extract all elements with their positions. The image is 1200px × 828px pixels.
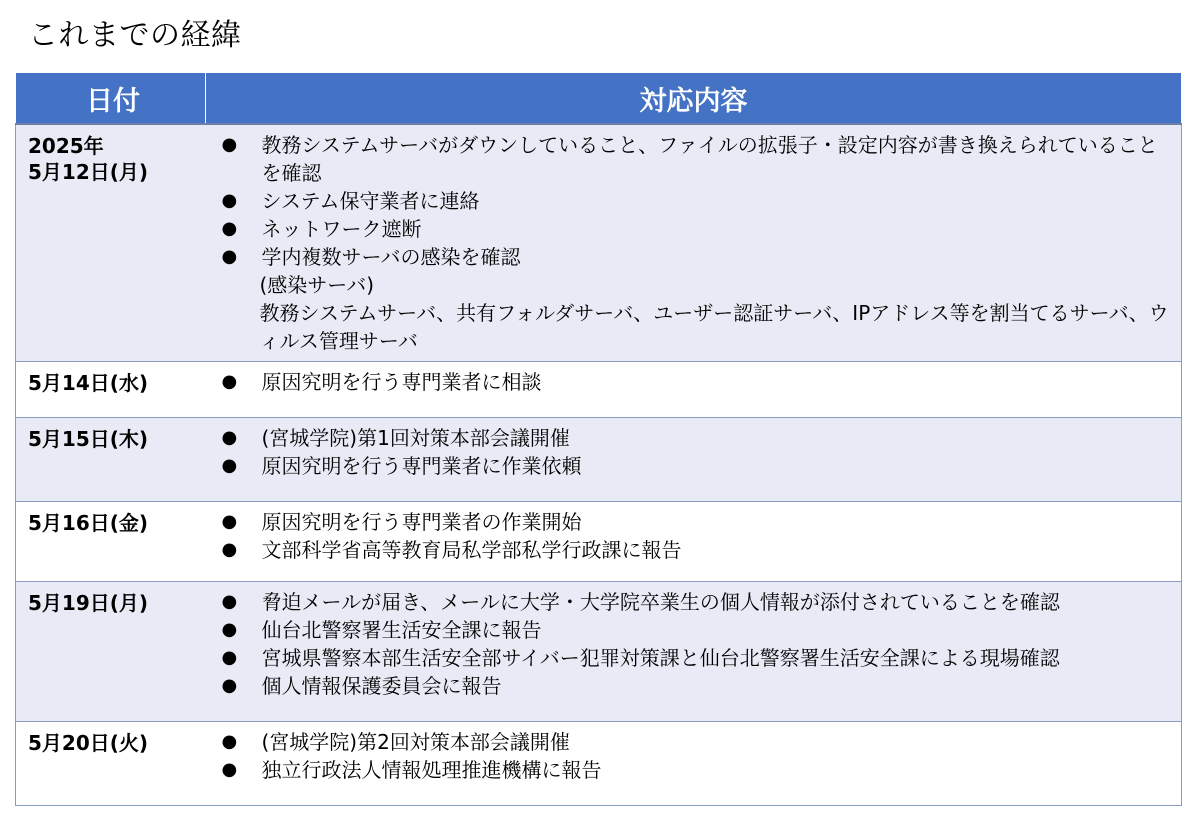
item-text: 脅迫メールが届き、メールに大学・大学院卒業生の個人情報が添付されていることを確認 (261, 589, 1060, 614)
bullet-icon: ● (221, 590, 238, 612)
date-label: 5月16日(金) (28, 510, 149, 535)
list-item (206, 424, 1174, 452)
item-text: 仙台北警察署生活安全課に報告 (261, 617, 542, 642)
list-item (206, 644, 1174, 672)
item-text: 原因究明を行う専門業者に作業依頼 (261, 453, 582, 478)
date-cell (16, 361, 206, 417)
date-cell (16, 417, 206, 501)
table-row (16, 581, 1182, 721)
item-text: (宮城学院)第1回対策本部会議開催 (261, 425, 570, 450)
content-cell (206, 721, 1182, 805)
date-label: 5月14日(水) (28, 370, 149, 395)
list-item (206, 187, 1174, 215)
bullet-icon: ● (221, 190, 238, 211)
item-text: 原因究明を行う専門業者の作業開始 (261, 509, 582, 534)
table-header-row (16, 73, 1182, 125)
item-text: 文部科学省高等教育局私学部私学行政課に報告 (261, 537, 682, 562)
infected-servers-note: (感染サーバ) 教務システムサーバ、共有フォルダサーバ、ユーザー認証サーバ、IPアドレス等を割当てるサーバ、ウィルス管理サーバ (259, 273, 1169, 353)
content-cell (206, 501, 1182, 581)
item-text: 個人情報保護委員会に報告 (261, 673, 502, 698)
list-item (206, 728, 1174, 756)
bullet-icon: ● (221, 618, 238, 640)
list-item (206, 508, 1174, 536)
content-cell (206, 361, 1182, 417)
bullet-icon: ● (221, 538, 238, 560)
date-cell (16, 721, 206, 805)
bullet-icon: ● (221, 426, 238, 448)
bullet-icon: ● (221, 674, 238, 696)
list-item (206, 215, 1174, 243)
table-row (16, 124, 1182, 361)
table-row (16, 501, 1182, 581)
item-text: (宮城学院)第2回対策本部会議開催 (261, 729, 570, 754)
list-item (206, 452, 1174, 480)
list-item (206, 756, 1174, 784)
timeline-table (15, 72, 1182, 806)
item-text: 宮城県警察本部生活安全部サイバー犯罪対策課と仙台北警察署生活安全課による現場確認 (261, 645, 1060, 670)
date-label: 2025年 5月12日(月) (28, 134, 149, 184)
table-row (16, 721, 1182, 805)
bullet-icon: ● (221, 246, 238, 267)
bullet-icon: ● (221, 758, 238, 780)
table-row (16, 417, 1182, 501)
list-item (206, 588, 1174, 616)
item-text: システム保守業者に連絡 (261, 189, 480, 213)
bullet-icon: ● (221, 454, 238, 476)
list-item (206, 131, 1174, 187)
date-cell (16, 501, 206, 581)
list-item (206, 616, 1174, 644)
item-text: 原因究明を行う専門業者に相談 (261, 369, 542, 394)
table-row (16, 361, 1182, 417)
content-cell (206, 417, 1182, 501)
bullet-icon: ● (221, 730, 238, 752)
bullet-icon: ● (221, 218, 238, 239)
page-title: これまでの経緯 (28, 18, 242, 53)
date-label: 5月15日(木) (28, 426, 149, 451)
date-label: 5月19日(月) (28, 590, 149, 615)
item-text: 教務システムサーバがダウンしていること、ファイルの拡張子・設定内容が書き換えられていることを確認 (261, 133, 1158, 185)
item-text: 独立行政法人情報処理推進機構に報告 (261, 757, 602, 782)
content-cell (206, 124, 1182, 361)
header-content: 対応内容 (206, 73, 1182, 125)
content-cell (206, 581, 1182, 721)
bullet-icon: ● (221, 134, 238, 155)
item-text: ネットワーク遮断 (261, 217, 422, 241)
date-cell (16, 124, 206, 361)
bullet-icon: ● (221, 646, 238, 668)
list-item (206, 672, 1174, 700)
list-item (206, 536, 1174, 564)
bullet-icon: ● (221, 370, 238, 392)
list-item (206, 368, 1174, 396)
date-label: 5月20日(火) (28, 730, 149, 755)
list-item (206, 243, 1174, 271)
bullet-icon: ● (221, 510, 238, 532)
header-date: 日付 (16, 73, 206, 125)
item-text: 学内複数サーバの感染を確認 (261, 245, 521, 269)
date-cell (16, 581, 206, 721)
